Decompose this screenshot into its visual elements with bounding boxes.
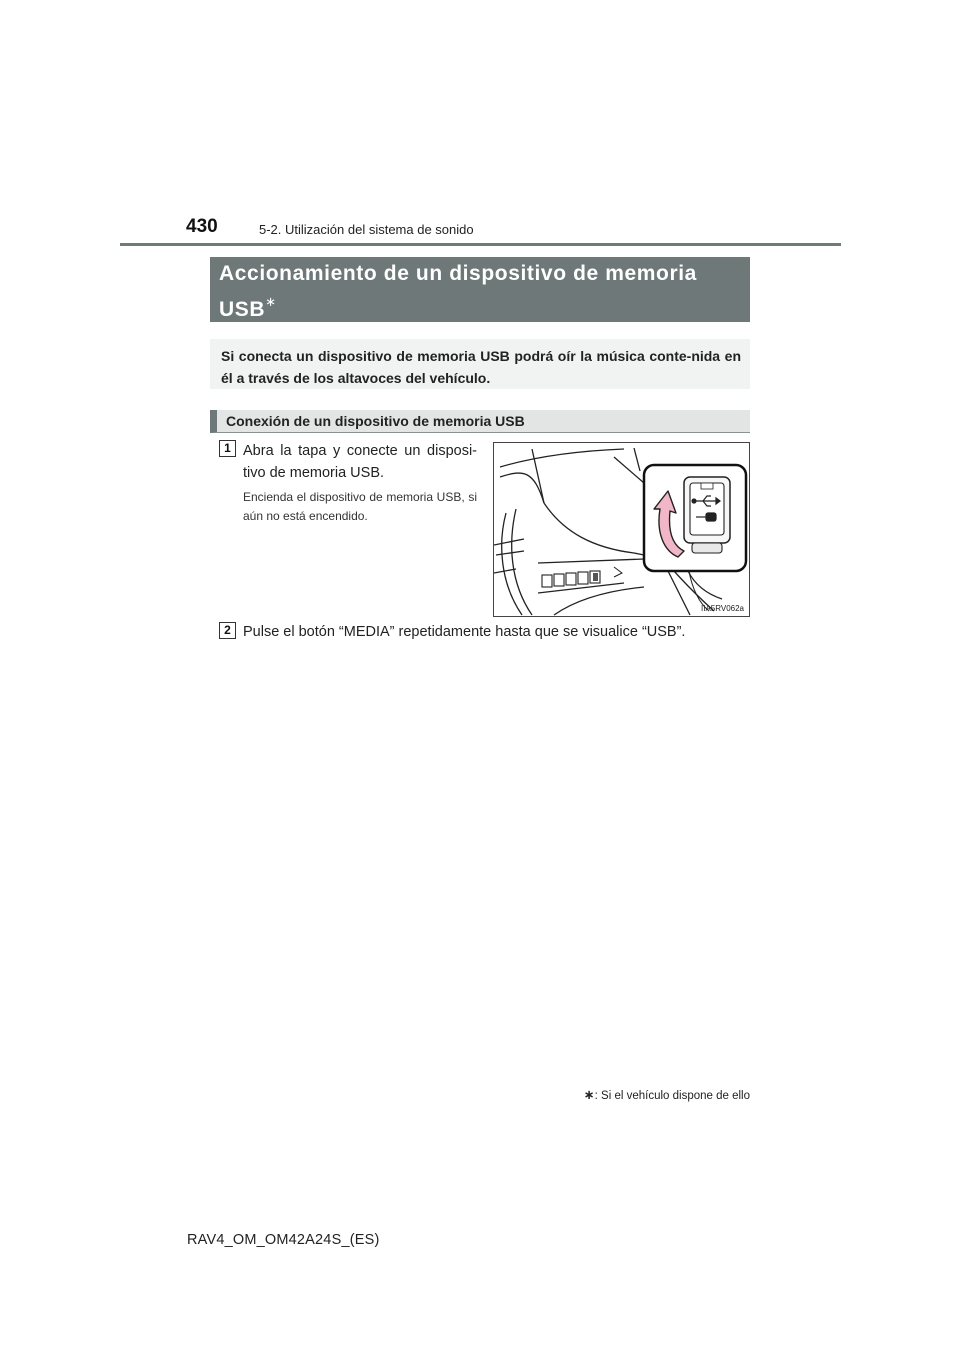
step-1-note: Encienda el dispositivo de memoria USB, si aún no está encendido. xyxy=(243,490,477,523)
title-banner xyxy=(210,257,750,322)
footnote xyxy=(584,1087,750,1103)
subheading-bar xyxy=(210,410,750,433)
page-title xyxy=(219,259,742,325)
page-number: 430 xyxy=(186,216,218,237)
intro-text: Si conecta un dispositivo de memoria USB podrá oír la música conte-nida en él a través de los altavoces del vehículo. xyxy=(221,348,741,386)
illustration-drawing xyxy=(494,443,750,617)
section-label: 5-2. Utilización del sistema de sonido xyxy=(259,222,474,237)
title-marker: ∗ xyxy=(265,294,277,309)
step-1-badge: 1 xyxy=(219,440,236,457)
subheading: Conexión de un dispositivo de memoria USB xyxy=(226,413,525,429)
intro-box xyxy=(210,339,750,389)
step-2-badge: 2 xyxy=(219,622,236,639)
usb-port-illustration xyxy=(493,442,750,617)
figure-code: IIA5RV062a xyxy=(701,604,744,613)
document-code: RAV4_OM_OM42A24S_(ES) xyxy=(187,1232,380,1248)
step-2-text: Pulse el botón “MEDIA” repetidamente hasta que se visualice “USB”. xyxy=(243,624,686,640)
header-divider xyxy=(120,243,841,246)
step-1-text: Abra la tapa y conecte un disposi-tivo de memoria USB. xyxy=(243,443,477,481)
footnote-marker: ∗ xyxy=(583,1087,595,1102)
footnote-text: : Si el vehículo dispone de ello xyxy=(594,1090,750,1102)
page-title-text: Accionamiento de un dispositivo de memoria USB xyxy=(219,262,697,321)
